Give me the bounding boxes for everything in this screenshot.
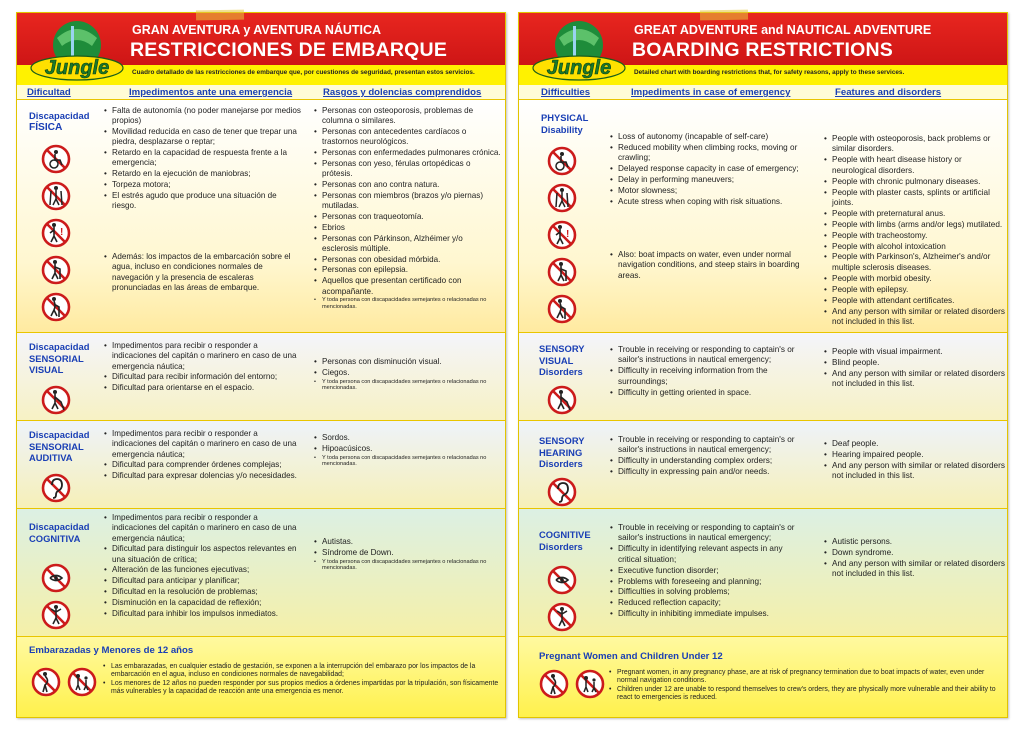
col-header-features-es: Rasgos y dolencias comprendidos (323, 87, 482, 98)
category-label-b: VISUAL (539, 354, 574, 366)
features-fisica (313, 106, 501, 311)
list-item: • Alteración de las funciones ejecutivas; (103, 565, 303, 575)
section-physical (519, 99, 1007, 332)
list-item: • Pregnant women, in any pregnancy phase, are at risk of pregnancy termination due to boat impacts of water, even under normal navigation conditions. (609, 669, 1001, 686)
no-children-icon (575, 669, 605, 699)
category-label-a: Discapacidad (29, 521, 90, 532)
header-en (519, 13, 1007, 85)
title-main-es: RESTRICCIONES DE EMBARQUE (130, 39, 448, 61)
no-pregnant-icon (539, 669, 569, 699)
category-label-a: Discapacidad (29, 429, 90, 440)
list-item: • Delayed response capacity in case of emergency; (609, 164, 807, 174)
list-item: • People with visual impairment. (823, 347, 1005, 357)
list-item: • Personas con miembros (brazos y/o piernas) mutiladas. (313, 191, 501, 212)
features-cognitive (823, 537, 1005, 580)
category-label-b: SENSORIAL (29, 352, 84, 364)
title-top-en: GREAT ADVENTURE and NAUTICAL ADVENTURE (634, 23, 932, 37)
list-item: • Dificultad para distinguir los aspectos relevantes en una situación de crítica; (103, 544, 303, 565)
features-physical (823, 134, 1005, 328)
list-item: • Personas con disminución visual. (313, 357, 501, 367)
no-limp-icon (547, 257, 577, 287)
list-item: • Trouble in receiving or responding to captain's or sailor's instructions in nautical emergency; (609, 435, 807, 456)
icons-physical (41, 144, 71, 329)
list-item: • Dificultad en la resolución de problemas; (103, 587, 303, 597)
list-item: • Autistas. (313, 537, 501, 547)
category-label-fisica (29, 110, 89, 133)
no-cognitive-icon (41, 563, 71, 593)
category-label-a: COGNITIVE (539, 529, 591, 540)
section-auditiva (17, 420, 505, 508)
no-deaf-icon (547, 477, 577, 507)
list-item: • People with preternatural anus. (823, 209, 1005, 219)
category-label-hearing (539, 435, 585, 470)
list-item: • People with osteoporosis, back problems or similar disorders. (823, 134, 1005, 155)
category-label-b: FÍSICA (29, 121, 63, 133)
list-item: • Motor slowness; (609, 186, 807, 196)
title-main-en: BOARDING RESTRICTIONS (632, 39, 893, 61)
no-disorientation-icon (41, 600, 71, 630)
category-label-visual-en (539, 343, 585, 378)
list-item: • And any person with similar or related disorders not included in this list. (823, 307, 1005, 328)
list-item: • Ciegos. (313, 368, 501, 378)
list-item: • Las embarazadas, en cualquier estadio de gestación, se exponen a la interrupción del embarazo por los impactos de la embarcación en el agua, incluso en condiciones normales de navegabilidad; (103, 663, 499, 680)
no-injury-icon (547, 220, 577, 250)
list-item: • People with plaster casts, splints or artificial joints. (823, 188, 1005, 209)
list-item: • Personas con yeso, férulas ortopédicas o prótesis. (313, 159, 501, 180)
subtitle-es: Cuadro detallado de las restricciones de embarque que, por cuestiones de seguridad, presentan estos servicios. (132, 69, 475, 76)
panel-spanish (16, 12, 506, 718)
list-item: • Movilidad reducida en caso de tener que trepar una piedra, desplazarse o reptar; (103, 127, 303, 148)
no-cane-icon (547, 294, 577, 324)
list-item: • Dificultad para comprender órdenes complejas; (103, 460, 303, 470)
svg-text:!: ! (60, 227, 64, 238)
icons-cognitive (41, 563, 71, 637)
list-item: • Ebrios (313, 223, 501, 233)
features-cognitiva (313, 537, 501, 572)
category-label-c: Disorders (539, 458, 583, 469)
impediments-cognitiva (103, 513, 303, 619)
section-pregnant (17, 636, 505, 718)
note-item: • Y toda persona con discapacidades semejantes o relacionadas no mencionadas. (313, 559, 501, 572)
list-item: • Además: los impactos de la embarcación sobre el agua, incluso en condiciones normales de navegación y la presencia de escaleras pronunciadas en las áreas de embarque. (103, 252, 303, 293)
list-item: • Difficulty in expressing pain and/or needs. (609, 467, 807, 477)
no-injury-icon (41, 218, 71, 248)
list-item: • Impedimentos para recibir o responder a indicaciones del capitán o marinero en caso de una emergencia náutica; (103, 429, 303, 460)
section-visual-en (519, 332, 1007, 420)
section-hearing (519, 420, 1007, 508)
list-item: • Difficulty in getting oriented in space. (609, 388, 807, 398)
category-label-a: SENSORY (539, 435, 585, 446)
note-item: • Y toda persona con discapacidades semejantes o relacionadas no mencionadas. (313, 297, 501, 310)
section-pregnant-en (519, 636, 1007, 718)
icons-pregnant (31, 667, 97, 697)
list-item: • Personas con ano contra natura. (313, 180, 501, 190)
list-item: • Personas con traqueotomía. (313, 212, 501, 222)
no-limp-icon (41, 255, 71, 285)
list-item: • Difficulties in solving problems; (609, 587, 807, 597)
icons-pregnant (539, 669, 605, 699)
category-label-b: COGNITIVA (29, 532, 81, 544)
category-label-a: SENSORY (539, 343, 585, 354)
impediments-physical (609, 132, 807, 282)
category-label-auditiva (29, 429, 89, 464)
list-item: • Hearing impaired people. (823, 450, 1005, 460)
category-label-b: Disability (541, 123, 583, 135)
list-item: • Autistic persons. (823, 537, 1005, 547)
list-item: • People with attendant certificates. (823, 296, 1005, 306)
no-crutches-icon (41, 181, 71, 211)
list-item: • Loss of autonomy (incapable of self-care) (609, 132, 807, 142)
impediments-visual (103, 341, 303, 394)
impediments-cognitive (609, 523, 807, 620)
list-item: • People with morbid obesity. (823, 274, 1005, 284)
list-item: • Impedimentos para recibir o responder a indicaciones del capitán o marinero en caso de una emergencia náutica; (103, 513, 303, 544)
list-item: • Dificultad para orientarse en el espacio. (103, 383, 303, 393)
features-visual-en (823, 347, 1005, 390)
list-item: • Acute stress when coping with risk situations. (609, 197, 807, 207)
list-item: • Síndrome de Down. (313, 548, 501, 558)
svg-text:Jungle: Jungle (546, 57, 612, 79)
icons-physical (547, 146, 577, 331)
category-label-a: Discapacidad (29, 110, 90, 121)
list-item: • Reduced mobility when climbing rocks, moving or crawling; (609, 143, 807, 164)
list-item: • Trouble in receiving or responding to captain's or sailor's instructions in nautical emergency; (609, 523, 807, 544)
features-hearing (823, 439, 1005, 482)
list-item: • Personas con antecedentes cardíacos o trastornos neurológicos. (313, 127, 501, 148)
col-header-impediments-en: Impediments in case of emergency (631, 87, 791, 98)
category-label-cognitive (539, 529, 591, 552)
list-item: • Personas con epilepsia. (313, 265, 501, 275)
list-item: • People with heart disease history or neurological disorders. (823, 155, 1005, 176)
section-fisica (17, 99, 505, 332)
list-item: • And any person with similar or related disorders not included in this list. (823, 461, 1005, 482)
impediments-fisica (103, 106, 303, 294)
list-item: • People with alcohol intoxication (823, 242, 1005, 252)
svg-text:Jungle: Jungle (44, 57, 110, 79)
list-item: • Disminución en la capacidad de reflexión; (103, 598, 303, 608)
list-item: • Sordos. (313, 433, 501, 443)
tape-strip (196, 10, 244, 21)
list-item: • Dificultad para anticipar y planificar; (103, 576, 303, 586)
list-item: • People with Parkinson's, Alzheimer's and/or multiple sclerosis diseases. (823, 252, 1005, 273)
features-visual (313, 357, 501, 392)
list-item: • El estrés agudo que produce una situación de riesgo. (103, 191, 303, 212)
col-header-difficulty-en: Difficulties (541, 87, 591, 98)
list-item: • Also: boat impacts on water, even under normal navigation conditions, and steep stairs in boarding areas. (609, 250, 807, 281)
no-wheelchair-icon (547, 146, 577, 176)
pregnant-text-en (609, 669, 1001, 702)
impediments-visual-en (609, 345, 807, 399)
category-label-a: Discapacidad (29, 341, 90, 352)
pregnant-title-en: Pregnant Women and Children Under 12 (539, 651, 723, 662)
category-label-a: PHYSICAL (541, 112, 589, 123)
icons-hearing (41, 473, 71, 510)
no-blind-icon (547, 385, 577, 415)
no-crutches-icon (547, 183, 577, 213)
features-auditiva (313, 433, 501, 468)
list-item: • Torpeza motora; (103, 180, 303, 190)
list-item: • Difficulty in identifying relevant aspects in any critical situation; (609, 544, 807, 565)
panel-english (518, 12, 1008, 718)
pregnant-title-es: Embarazadas y Menores de 12 años (29, 645, 194, 656)
list-item: • And any person with similar or related disorders not included in this list. (823, 369, 1005, 390)
no-blind-icon (41, 385, 71, 415)
pregnant-text-es (103, 663, 499, 696)
category-label-b: Disorders (539, 540, 583, 552)
list-item: • Trouble in receiving or responding to captain's or sailor's instructions in nautical emergency; (609, 345, 807, 366)
col-header-impediments-es: Impedimentos ante una emergencia (129, 87, 293, 98)
category-label-c: Disorders (539, 366, 583, 377)
icons-visual (547, 385, 577, 422)
section-cognitiva (17, 508, 505, 636)
category-label-c: VISUAL (29, 364, 64, 375)
list-item: • Reduced reflection capacity; (609, 598, 807, 608)
list-item: • Hipoacúsicos. (313, 444, 501, 454)
jungle-logo (529, 18, 629, 82)
list-item: • Dificultad para expresar dolencias y/o necesidades. (103, 471, 303, 481)
list-item: • Personas con Párkinson, Alzhéimer y/o esclerosis múltiple. (313, 234, 501, 255)
no-pregnant-icon (31, 667, 61, 697)
list-item: • Down syndrome. (823, 548, 1005, 558)
list-item: • Personas con enfermedades pulmonares crónica. (313, 148, 501, 158)
note-item: • Y toda persona con discapacidades semejantes o relacionadas no mencionadas. (313, 379, 501, 392)
col-header-difficulty-es: Dificultad (27, 87, 71, 98)
list-item: • Blind people. (823, 358, 1005, 368)
impediments-auditiva (103, 429, 303, 482)
list-item: • Delay in performing maneuvers; (609, 175, 807, 185)
list-item: • And any person with similar or related disorders not included in this list. (823, 559, 1005, 580)
icons-cognitive (547, 565, 577, 639)
category-label-physical (541, 112, 588, 135)
header-es (17, 13, 505, 85)
list-item: • Difficulty in understanding complex orders; (609, 456, 807, 466)
no-children-icon (67, 667, 97, 697)
list-item: • People with epilepsy. (823, 285, 1005, 295)
no-cane-icon (41, 292, 71, 322)
list-item: • People with tracheostomy. (823, 231, 1005, 241)
list-item: • Retardo en la ejecución de maniobras; (103, 169, 303, 179)
list-item: • Personas con osteoporosis, problemas de columna o similares. (313, 106, 501, 127)
list-item: • Children under 12 are unable to respond themselves to crew's orders, they are physically more vulnerable and their ability to react to emergencies is reduced. (609, 686, 1001, 703)
list-item: • Difficulty in receiving information from the surroundings; (609, 366, 807, 387)
list-item: • Falta de autonomía (no poder manejarse por medios propios) (103, 106, 303, 127)
category-label-b: SENSORIAL (29, 440, 84, 452)
category-label-cognitiva (29, 521, 89, 544)
impediments-hearing (609, 435, 807, 478)
svg-text:!: ! (566, 229, 570, 240)
list-item: • Personas con obesidad mórbida. (313, 255, 501, 265)
note-item: • Y toda persona con discapacidades semejantes o relacionadas no mencionadas. (313, 455, 501, 468)
list-item: • Aquellos que presentan certificado con acompañante. (313, 276, 501, 297)
no-deaf-icon (41, 473, 71, 503)
category-label-c: AUDITIVA (29, 452, 73, 463)
jungle-logo (27, 18, 127, 82)
category-label-b: HEARING (539, 446, 583, 458)
list-item: • Dificultad para recibir información del entorno; (103, 372, 303, 382)
list-item: • Los menores de 12 años no pueden responder por sus propios medios a órdenes impartidas por la tripulación, son físicamente más vulnerables y la capacidad de reacción ante una emergencia es menor. (103, 680, 499, 697)
list-item: • People with chronic pulmonary diseases. (823, 177, 1005, 187)
list-item: • Retardo en la capacidad de respuesta frente a la emergencia; (103, 148, 303, 169)
list-item: • Deaf people. (823, 439, 1005, 449)
list-item: • Impedimentos para recibir o responder a indicaciones del capitán o marinero en caso de una emergencia náutica; (103, 341, 303, 372)
col-header-features-en: Features and disorders (835, 87, 942, 98)
no-cognitive-icon (547, 565, 577, 595)
no-disorientation-icon (547, 602, 577, 632)
section-cognitive (519, 508, 1007, 636)
tape-strip (700, 10, 748, 21)
icons-visual (41, 385, 71, 422)
list-item: • People with limbs (arms and/or legs) mutilated. (823, 220, 1005, 230)
subtitle-en: Detailed chart with boarding restrictions that, for safety reasons, apply to these services. (634, 69, 905, 76)
list-item: • Problems with foreseeing and planning; (609, 577, 807, 587)
list-item: • Executive function disorder; (609, 566, 807, 576)
category-label-visual (29, 341, 89, 376)
title-top-es: GRAN AVENTURA y AVENTURA NÁUTICA (132, 23, 382, 37)
list-item: • Difficulty in inhibiting immediate impulses. (609, 609, 807, 619)
no-wheelchair-icon (41, 144, 71, 174)
section-visual (17, 332, 505, 420)
list-item: • Dificultad para inhibir los impulsos inmediatos. (103, 609, 303, 619)
